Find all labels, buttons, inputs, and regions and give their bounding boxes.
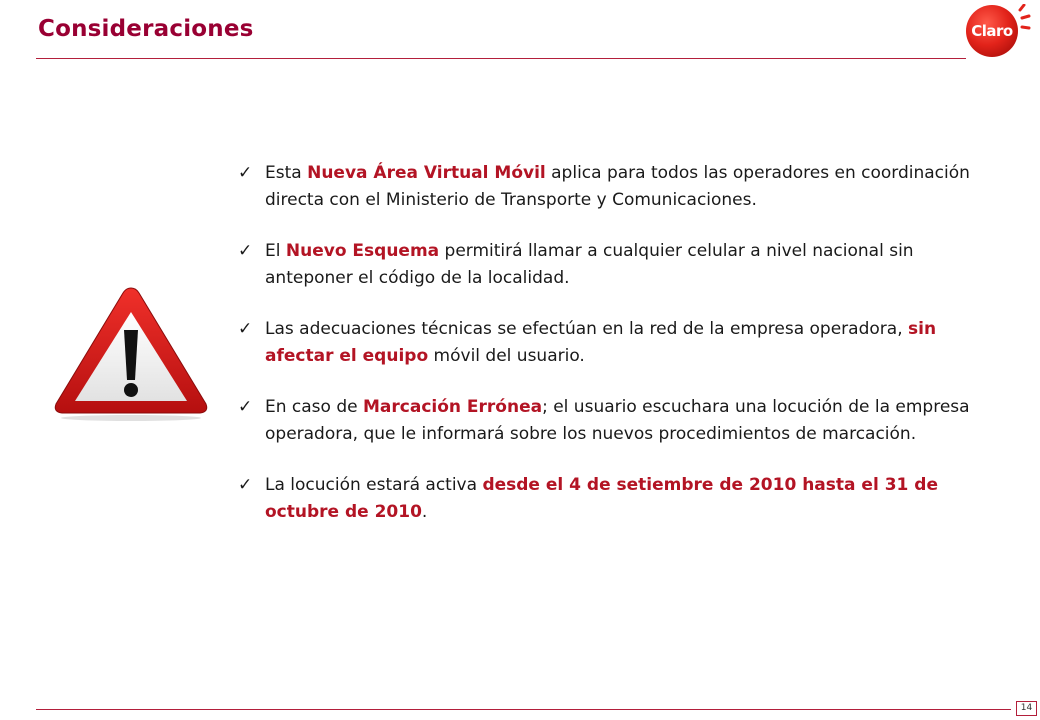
bullet-text: permitirá llamar a cualquier celular a nivel nacional sin anteponer el código de la localidad. [265,241,914,288]
list-item [238,160,978,214]
logo-text: Claro [971,22,1013,40]
warning-triangle-icon [50,282,212,422]
checkmark-icon: ✓ [238,475,253,495]
checkmark-icon: ✓ [238,163,253,183]
list-item [238,238,978,292]
checkmark-icon: ✓ [238,319,253,339]
bullet-text: El [265,241,286,261]
bullet-highlight: sin afectar el equipo [265,319,937,366]
list-item [238,472,978,526]
bullet-highlight: Nueva Área Virtual Móvil [307,163,546,183]
list-item [238,316,978,370]
bullet-highlight: Nuevo Esquema [285,241,440,261]
checkmark-icon: ✓ [238,397,253,417]
bullet-highlight: Marcación Errónea [363,397,543,417]
page-number: 14 [1016,701,1037,716]
bullet-text: . [421,502,428,522]
bullet-highlight: desde el 4 de setiembre de 2010 hasta el 31 de octubre de 2010 [265,475,938,522]
considerations-list [238,160,978,550]
slide-title: Consideraciones [38,16,254,42]
bullet-text: Esta [265,163,308,183]
bullet-text: móvil del usuario. [428,346,585,366]
footer-divider [36,709,1011,710]
bullet-text: ; el usuario escuchara una locución de la empresa operadora, que le informará sobre los nuevos procedimientos de marcación. [265,397,970,444]
title-divider [36,58,966,59]
bullet-text: En caso de [265,397,363,417]
bullet-text: Las adecuaciones técnicas se efectúan en la red de la empresa operadora, [265,319,908,339]
checkmark-icon: ✓ [238,241,253,261]
claro-logo [962,4,1032,64]
list-item [238,394,978,448]
bullet-text: La locución estará activa [265,475,483,495]
bullet-text: aplica para todos las operadores en coordinación directa con el Ministerio de Transporte y Comunicaciones. [265,163,970,210]
